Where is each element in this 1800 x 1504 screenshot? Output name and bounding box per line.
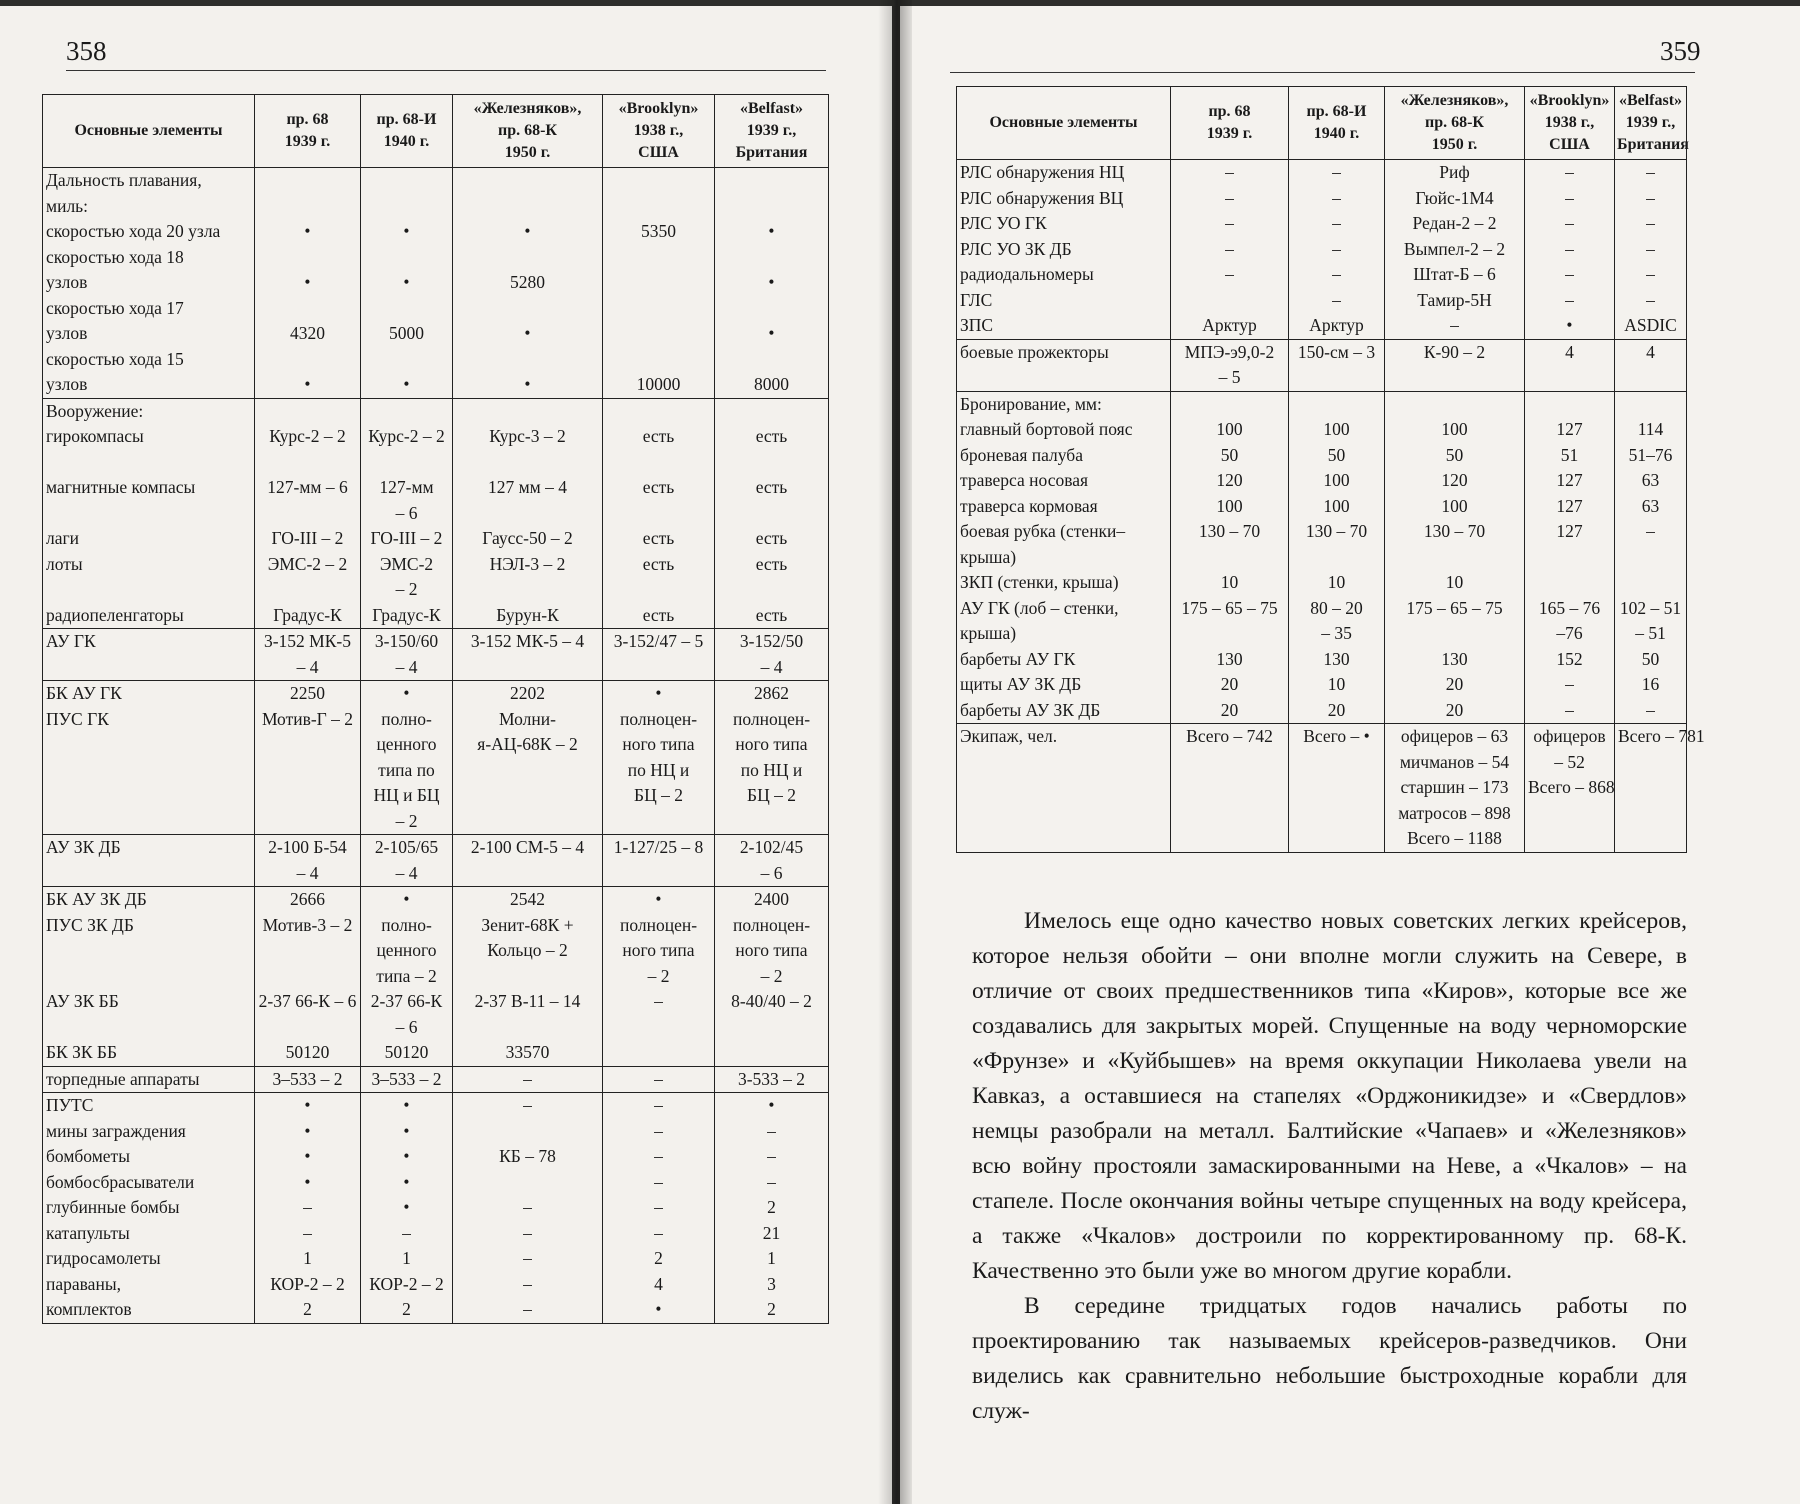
column-header: «Железняков», пр. 68-К 1950 г. — [1385, 87, 1525, 160]
table-row — [957, 339, 1687, 391]
table-cell: – — [453, 1066, 603, 1093]
table-cell: 114 51–76 63 63 – 102 – 51 – 51 50 16 – — [1615, 391, 1687, 724]
page-number: 359 — [1660, 36, 1701, 66]
table-cell: Курс-2 – 2 127-мм – 6 ГО-III – 2 ЭМС-2 – 2 Градус-К — [361, 398, 453, 629]
table-cell: Всего – 742 — [1171, 724, 1289, 853]
table-cell: 100 50 120 100 130 – 70 10 175 – 65 – 75 130 20 20 — [1385, 391, 1525, 724]
table-cell: 1-127/25 – 8 — [603, 835, 715, 887]
table-cell: 3-152/47 – 5 — [603, 629, 715, 681]
table-cell: 2666 Мотив-3 – 2 2-37 66-К – 6 50120 — [255, 887, 361, 1067]
table-cell: • полноцен- ного типа по НЦ и БЦ – 2 — [603, 681, 715, 835]
table-cell: 3-152 МК-5 – 4 — [255, 629, 361, 681]
table-row — [957, 724, 1687, 853]
table-cell: • – – – 2 21 1 3 2 — [715, 1093, 829, 1324]
row-label: торпедные аппараты — [43, 1066, 255, 1093]
table-cell: Всего – • — [1289, 724, 1385, 853]
table-cell: – – – – – – Арктур — [1289, 160, 1385, 340]
paragraph: Имелось еще одно качество новых советских легких крейсеров, которое нельзя обойти – они вполне могли служить на Севере, в отличие от своих предшественников типа «Киров», которые все же создавались для закрытых морей. Спущенные на воду черноморские «Фрунзе» и «Куйбышев» на время оккупации Николаева увели на Кавказ, а оставшиеся на стапелях «Орджоникидзе» и «Свердлов» немцы разобрали на металл. Балтийские «Чапаев» и «Железняков» всю войну простояли замаскированными на Неве, а «Чкалов» – на стапеле. После окончания войны четыре спущенных на воду крейсера, а также «Чкалов» достроили по корректированному пр. 68-К. Качественно это были уже во многом другие корабли. — [972, 908, 1687, 1284]
column-header: пр. 68-И 1940 г. — [361, 95, 453, 168]
table-row — [43, 835, 829, 887]
table-row — [957, 391, 1687, 724]
table-cell: 5350 10000 — [603, 168, 715, 399]
left-page — [0, 6, 892, 1504]
table-row — [43, 168, 829, 399]
table-cell: есть есть есть есть есть — [603, 398, 715, 629]
table-cell: Курс-3 – 2 127 мм – 4 Гаусс-50 – 2 НЭЛ-3 – 2 Бурун-К — [453, 398, 603, 629]
table-cell: Всего – 781 — [1615, 724, 1687, 853]
table-cell: офицеров – 63 мичманов – 54 старшин – 173 матросов – 898 Всего – 1188 — [1385, 724, 1525, 853]
header-rule — [950, 72, 1695, 73]
table-row — [43, 887, 829, 1067]
table-cell: 150-см – 3 — [1289, 339, 1385, 391]
table-cell: 2250 Мотив-Г – 2 — [255, 681, 361, 835]
page-number: 358 — [66, 36, 107, 66]
table-cell: 3–533 – 2 — [361, 1066, 453, 1093]
table-cell: 3-152/50 – 4 — [715, 629, 829, 681]
table-cell: 2-102/45 – 6 — [715, 835, 829, 887]
row-label: Экипаж, чел. — [957, 724, 1171, 853]
right-page — [900, 6, 1800, 1504]
table-cell: есть есть есть есть есть — [715, 398, 829, 629]
table-row — [43, 1093, 829, 1324]
table-cell: • • 5000 • — [361, 168, 453, 399]
spec-table-left — [42, 94, 829, 1324]
table-cell: 2-105/65 – 4 — [361, 835, 453, 887]
table-cell: 100 50 120 100 130 – 70 10 175 – 65 – 75 130 20 20 — [1171, 391, 1289, 724]
table-cell: • полноцен- ного типа – 2 – — [603, 887, 715, 1067]
row-label: АУ ГК — [43, 629, 255, 681]
row-label: ПУТС мины заграждения бомбометы бомбосбрасыватели глубинные бомбы катапульты гидросамолеты параваны, комплектов — [43, 1093, 255, 1324]
table-header-row — [43, 95, 829, 168]
table-cell: • • • • – – 1 КОР-2 – 2 2 — [255, 1093, 361, 1324]
table-cell: • • • • • – 1 КОР-2 – 2 2 — [361, 1093, 453, 1324]
column-header: пр. 68 1939 г. — [255, 95, 361, 168]
table-cell: – — [603, 1066, 715, 1093]
table-cell: 3-152 МК-5 – 4 — [453, 629, 603, 681]
table-cell: 100 50 100 100 130 – 70 10 80 – 20 – 35 130 10 20 — [1289, 391, 1385, 724]
table-row — [43, 1066, 829, 1093]
row-label: Вооружение: гирокомпасы магнитные компасы лаги лоты радиопеленгаторы — [43, 398, 255, 629]
table-cell: – КБ – 78 – – – – – — [453, 1093, 603, 1324]
table-cell: • • • 8000 — [715, 168, 829, 399]
table-row — [957, 160, 1687, 340]
table-cell: • • 4320 • — [255, 168, 361, 399]
table-cell: 127 51 127 127 127 165 – 76 –76 152 – – — [1525, 391, 1615, 724]
table-header-row — [957, 87, 1687, 160]
table-cell: Риф Гюйс-1М4 Редан-2 – 2 Вымпел-2 – 2 Штат-Б – 6 Тамир-5Н – — [1385, 160, 1525, 340]
table-cell: 3-533 – 2 — [715, 1066, 829, 1093]
body-text — [972, 904, 1687, 1429]
table-cell: 4 — [1615, 339, 1687, 391]
table-cell: Курс-2 – 2 127-мм – 6 ГО-III – 2 ЭМС-2 – 2 Градус-К — [255, 398, 361, 629]
column-header: «Железняков», пр. 68-К 1950 г. — [453, 95, 603, 168]
header-rule — [66, 70, 826, 71]
column-header: Основные элементы — [957, 87, 1171, 160]
table-cell: • 5280 • • — [453, 168, 603, 399]
table-cell: 2-100 СМ-5 – 4 — [453, 835, 603, 887]
table-cell: офицеров – 52 Всего – 868 — [1525, 724, 1615, 853]
column-header: «Belfast» 1939 г., Британия — [1615, 87, 1687, 160]
column-header: пр. 68-И 1940 г. — [1289, 87, 1385, 160]
table-cell: – – – – – – 2 4 • — [603, 1093, 715, 1324]
table-row — [43, 629, 829, 681]
row-label: БК АУ ГК ПУС ГК — [43, 681, 255, 835]
column-header: «Brooklyn» 1938 г., США — [603, 95, 715, 168]
column-header: «Brooklyn» 1938 г., США — [1525, 87, 1615, 160]
table-cell: 4 — [1525, 339, 1615, 391]
row-label: Бронирование, мм: главный бортовой пояс броневая палуба траверса носовая траверса кормовая боевая рубка (стенки– крыша) ЗКП (стенки, крыша) АУ ГК (лоб – стенки, крыша) барбеты АУ ГК щиты АУ ЗК ДБ барбеты АУ ЗК ДБ — [957, 391, 1171, 724]
table-cell: 2542 Зенит-68К + Кольцо – 2 2-37 В-11 – 14 33570 — [453, 887, 603, 1067]
table-cell: • полно- ценного типа – 2 2-37 66-К – 6 50120 — [361, 887, 453, 1067]
table-cell: • полно- ценного типа по НЦ и БЦ – 2 — [361, 681, 453, 835]
paragraph: В середине тридцатых годов начались работы по проектированию так называемых крейсеров-разведчиков. Они виделись как сравнительно небольшие быстроходные корабли для служ- — [972, 1293, 1687, 1424]
row-label: Дальность плавания, миль: скоростью хода 20 узла скоростью хода 18 узлов скоростью хода 17 узлов скоростью хода 15 узлов — [43, 168, 255, 399]
row-label: БК АУ ЗК ДБ ПУС ЗК ДБ АУ ЗК ББ БК ЗК ББ — [43, 887, 255, 1067]
column-header: «Belfast» 1939 г., Британия — [715, 95, 829, 168]
table-cell: 2-100 Б-54 – 4 — [255, 835, 361, 887]
table-cell: 3-150/60 – 4 — [361, 629, 453, 681]
book-gutter — [878, 0, 912, 1504]
table-cell: 2400 полноцен- ного типа – 2 8-40/40 – 2 — [715, 887, 829, 1067]
table-cell: – – – – – – • — [1525, 160, 1615, 340]
table-row — [43, 681, 829, 835]
table-cell: – – – – – – ASDIC — [1615, 160, 1687, 340]
table-cell: 3–533 – 2 — [255, 1066, 361, 1093]
table-cell: 2862 полноцен- ного типа по НЦ и БЦ – 2 — [715, 681, 829, 835]
table-cell: МПЭ-э9,0-2 – 5 — [1171, 339, 1289, 391]
row-label: АУ ЗК ДБ — [43, 835, 255, 887]
table-cell: К-90 – 2 — [1385, 339, 1525, 391]
row-label: боевые прожекторы — [957, 339, 1171, 391]
table-cell: 2202 Молни- я-АЦ-68К – 2 — [453, 681, 603, 835]
column-header: Основные элементы — [43, 95, 255, 168]
spec-table-right — [956, 86, 1705, 853]
table-row — [43, 398, 829, 629]
table-cell: – – – – – Арктур — [1171, 160, 1289, 340]
column-header: пр. 68 1939 г. — [1171, 87, 1289, 160]
row-label: РЛС обнаружения НЦ РЛС обнаружения ВЦ РЛС УО ГК РЛС УО ЗК ДБ радиодальномеры ГЛС ЗПС — [957, 160, 1171, 340]
